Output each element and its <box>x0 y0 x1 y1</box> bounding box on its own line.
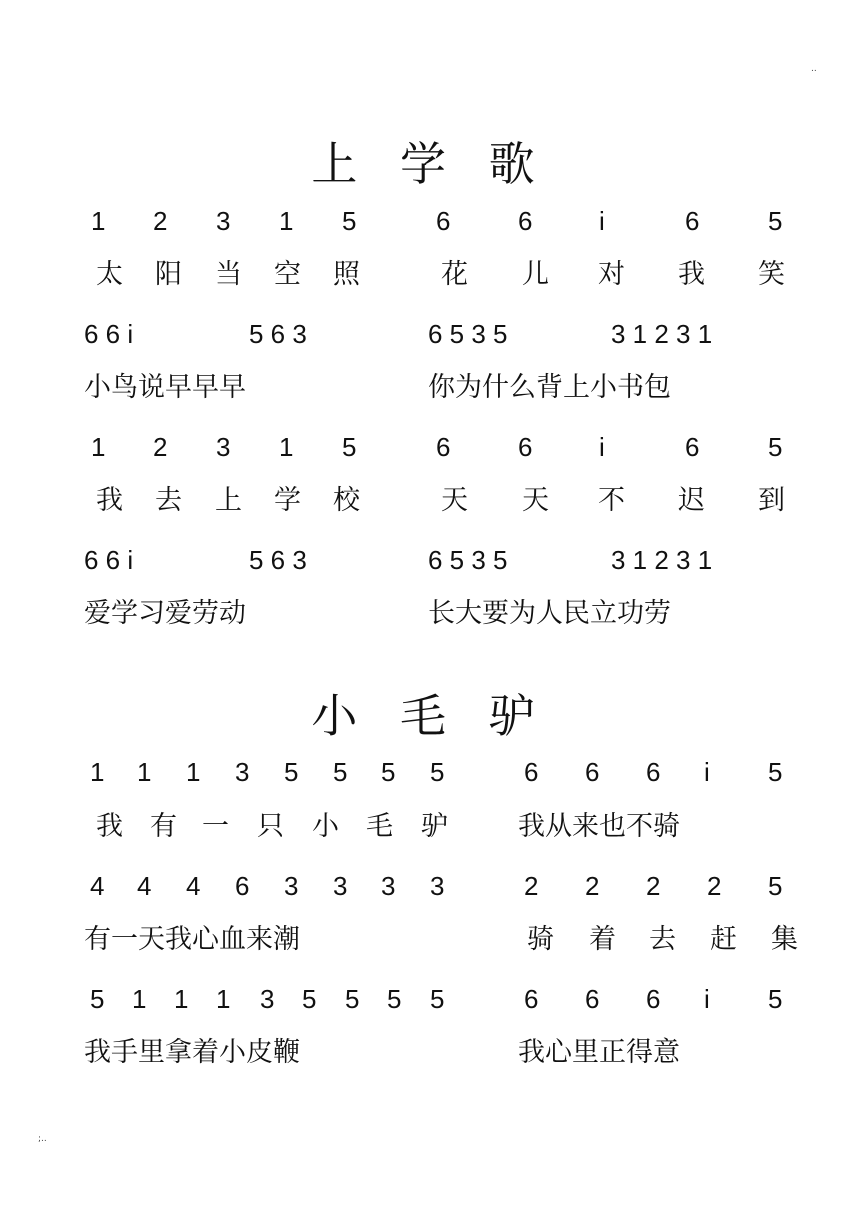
note-group: 2 <box>153 432 168 462</box>
note-group: 6 <box>518 206 533 236</box>
corner-mark: .. <box>811 64 817 74</box>
note-group: 6 6 i <box>84 545 134 575</box>
note-group: 1 <box>90 757 105 787</box>
note-group: 5 <box>90 984 105 1014</box>
lyric-text: 我 <box>96 811 123 842</box>
note-group: 2 <box>585 871 600 901</box>
lyric-text: 迟 <box>678 485 705 516</box>
note-group: 2 <box>153 206 168 236</box>
note-group: i <box>599 432 605 462</box>
lyric-text: 我从来也不骑 <box>518 811 680 842</box>
note-group: 6 6 i <box>84 319 134 349</box>
lyrics-line <box>0 365 860 403</box>
lyrics-line <box>0 252 860 290</box>
song-title: 上 学 歌 <box>311 137 549 191</box>
note-group: 1 <box>91 206 106 236</box>
note-group: i <box>704 984 710 1014</box>
note-group: 1 <box>279 206 294 236</box>
notation-line <box>0 871 860 901</box>
lyric-text: 有一天我心血来潮 <box>84 924 300 955</box>
lyric-text: 骑 <box>527 924 554 955</box>
note-group: 6 <box>646 757 661 787</box>
note-group: i <box>704 757 710 787</box>
song-title: 小 毛 驴 <box>311 689 549 743</box>
note-group: 5 <box>333 757 348 787</box>
note-group: 3 1 2 3 1 <box>611 319 713 349</box>
note-group: 6 <box>585 757 600 787</box>
notation-line <box>0 545 860 575</box>
note-group: 1 <box>137 757 152 787</box>
lyric-text: 儿 <box>522 259 549 290</box>
note-group: 5 <box>768 871 783 901</box>
note-group: 5 <box>768 432 783 462</box>
lyric-text: 天 <box>522 485 549 516</box>
note-group: 5 <box>345 984 360 1014</box>
lyric-text: 赶 <box>710 924 737 955</box>
note-group: 2 <box>646 871 661 901</box>
lyric-text: 小鸟说早早早 <box>84 372 246 403</box>
note-group: 6 5 3 5 <box>428 545 508 575</box>
note-group: 3 <box>333 871 348 901</box>
note-group: 6 <box>685 206 700 236</box>
note-group: 6 <box>685 432 700 462</box>
lyrics-line <box>0 804 860 842</box>
lyric-text: 到 <box>758 485 785 516</box>
note-group: 5 <box>768 984 783 1014</box>
notation-line <box>0 757 860 787</box>
notation-line <box>0 206 860 236</box>
note-group: 3 <box>216 432 231 462</box>
note-group: 3 <box>284 871 299 901</box>
note-group: 3 <box>260 984 275 1014</box>
note-group: 4 <box>90 871 105 901</box>
lyric-text: 我心里正得意 <box>518 1037 680 1068</box>
notation-line <box>0 319 860 349</box>
note-group: 5 <box>768 757 783 787</box>
note-group: 5 <box>768 206 783 236</box>
note-group: 5 6 3 <box>249 319 307 349</box>
lyric-text: 太 <box>96 259 123 290</box>
lyric-text: 一 <box>202 811 229 842</box>
note-group: 1 <box>132 984 147 1014</box>
note-group: 5 <box>302 984 317 1014</box>
lyric-text: 去 <box>155 485 182 516</box>
note-group: 5 6 3 <box>249 545 307 575</box>
note-group: 1 <box>216 984 231 1014</box>
lyric-text: 不 <box>598 485 625 516</box>
note-group: 3 <box>381 871 396 901</box>
note-group: 3 <box>216 206 231 236</box>
note-group: 6 <box>235 871 250 901</box>
note-group: 2 <box>707 871 722 901</box>
note-group: 6 <box>436 206 451 236</box>
lyric-text: 当 <box>215 259 242 290</box>
notation-line <box>0 432 860 462</box>
note-group: 5 <box>430 984 445 1014</box>
note-group: 4 <box>137 871 152 901</box>
lyric-text: 毛 <box>366 811 393 842</box>
lyric-text: 校 <box>333 485 360 516</box>
note-group: 6 <box>524 984 539 1014</box>
note-group: 5 <box>430 757 445 787</box>
note-group: i <box>599 206 605 236</box>
note-group: 6 <box>524 757 539 787</box>
note-group: 4 <box>186 871 201 901</box>
note-group: 5 <box>342 432 357 462</box>
note-group: 3 <box>430 871 445 901</box>
lyrics-line <box>0 917 860 955</box>
note-group: 6 5 3 5 <box>428 319 508 349</box>
lyric-text: 上 <box>215 485 242 516</box>
lyric-text: 驴 <box>421 811 448 842</box>
lyric-text: 学 <box>274 485 301 516</box>
lyric-text: 你为什么背上小书包 <box>428 372 671 403</box>
lyric-text: 去 <box>649 924 676 955</box>
lyric-text: 我 <box>678 259 705 290</box>
note-group: 5 <box>387 984 402 1014</box>
note-group: 6 <box>436 432 451 462</box>
note-group: 6 <box>646 984 661 1014</box>
lyric-text: 长大要为人民立功劳 <box>428 598 671 629</box>
note-group: 1 <box>91 432 106 462</box>
lyric-text: 小 <box>312 811 339 842</box>
notation-line <box>0 984 860 1014</box>
lyrics-line <box>0 1030 860 1068</box>
note-group: 1 <box>186 757 201 787</box>
note-group: 1 <box>174 984 189 1014</box>
note-group: 3 1 2 3 1 <box>611 545 713 575</box>
note-group: 5 <box>381 757 396 787</box>
note-group: 6 <box>585 984 600 1014</box>
lyric-text: 天 <box>441 485 468 516</box>
lyric-text: 有 <box>150 811 177 842</box>
lyric-text: 对 <box>598 259 625 290</box>
lyric-text: 花 <box>441 259 468 290</box>
lyrics-line <box>0 591 860 629</box>
lyric-text: 只 <box>257 811 284 842</box>
note-group: 2 <box>524 871 539 901</box>
lyric-text: 我 <box>96 485 123 516</box>
note-group: 5 <box>342 206 357 236</box>
lyrics-line <box>0 478 860 516</box>
note-group: 1 <box>279 432 294 462</box>
lyric-text: 我手里拿着小皮鞭 <box>84 1037 300 1068</box>
note-group: 6 <box>518 432 533 462</box>
note-group: 3 <box>235 757 250 787</box>
lyric-text: 爱学习爱劳动 <box>84 598 246 629</box>
note-group: 5 <box>284 757 299 787</box>
lyric-text: 照 <box>333 259 360 290</box>
lyric-text: 空 <box>274 259 301 290</box>
lyric-text: 阳 <box>155 259 182 290</box>
corner-mark: ;.. <box>38 1134 47 1144</box>
lyric-text: 笑 <box>758 259 785 290</box>
lyric-text: 集 <box>771 924 798 955</box>
lyric-text: 着 <box>589 924 616 955</box>
